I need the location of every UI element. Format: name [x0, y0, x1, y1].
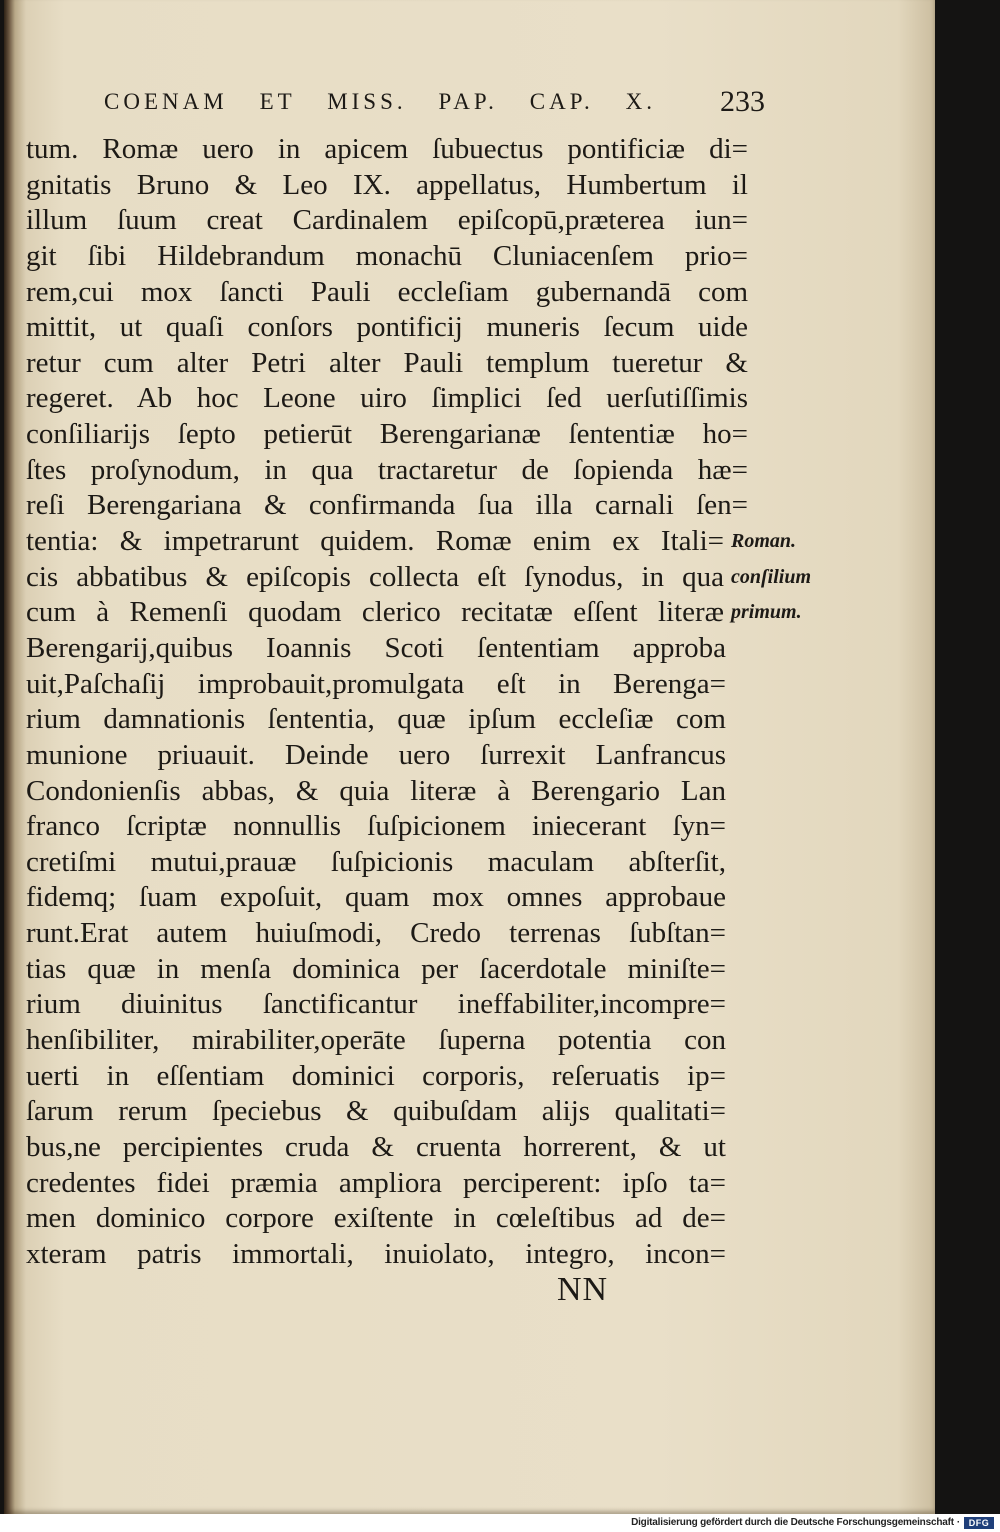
text-line: uit,Paſchaſij improbauit,promulgata eſt in Berenga=	[26, 667, 726, 700]
text-line: rium diuinitus ſanctificantur ineffabiliter,incompre=	[26, 988, 726, 1021]
text-line: Berengarij,quibus Ioannis Scoti ſententiam approba	[26, 631, 726, 664]
text-line: Condonienſis abbas, & quia literæ à Berengario Lan	[26, 774, 726, 807]
footer-separator: ·	[956, 1517, 960, 1528]
text-line: tentia: & impetrarunt quidem. Romæ enim ex Itali=	[26, 525, 724, 558]
text-line: henſibiliter, mirabiliter,operāte ſuperna potentia con	[26, 1024, 726, 1057]
text-line: rium damnationis ſententia, quæ ipſum eccleſiæ com	[26, 703, 726, 736]
page-number: 233	[720, 85, 765, 118]
text-line: ſarum rerum ſpeciebus & quibuſdam alijs qualitati=	[26, 1095, 726, 1128]
footer-credit: Digitalisierung gefördert durch die Deutsche Forschungsgemeinschaft	[631, 1517, 954, 1528]
text-line: illum ſuum creat Cardinalem epiſcopū,præterea iun=	[26, 204, 748, 237]
marginal-note: Roman.	[731, 530, 797, 552]
text-line: gnitatis Bruno & Leo IX. appellatus, Humbertum il	[26, 168, 748, 201]
text-line: tum. Romæ uero in apicem ſubuectus pontificiæ di=	[26, 133, 748, 165]
text-line: cretiſmi mutui,prauæ ſuſpicionis maculam abſterſit,	[26, 845, 726, 878]
text-line: runt.Erat autem huiuſmodi, Credo terrenas ſubſtan=	[26, 917, 726, 950]
text-line: bus,ne percipientes cruda & cruenta horrerent, & ut	[26, 1130, 726, 1163]
scanned-page	[4, 0, 935, 1514]
text-line: munione priuauit. Deinde uero ſurrexit Lanfrancus	[26, 738, 726, 771]
running-head-title: COENAM ET MISS. PAP. CAP. X.	[104, 89, 656, 114]
text-line: retur cum alter Petri alter Pauli templum tueretur &	[26, 346, 748, 379]
footer-credit-wrap	[631, 1517, 960, 1529]
text-line: cis abbatibus & epiſcopis collecta eſt ſynodus, in qua	[26, 560, 724, 593]
marginal-note: conſilium	[731, 566, 812, 588]
text-line: fidemq; ſuam expoſuit, quam mox omnes approbaue	[26, 881, 726, 914]
text-line: franco ſcriptæ nonnullis ſuſpicionem iniecerant ſyn=	[26, 810, 726, 843]
text-line: cum à Remenſi quodam clerico recitatæ eſſent literæ	[26, 596, 724, 629]
digitization-footer	[0, 1514, 1000, 1532]
text-line: rem,cui mox ſancti Pauli eccleſiam gubernandā com	[26, 275, 748, 308]
text-line: xteram patris immortali, inuiolato, integro, incon=	[26, 1237, 726, 1270]
catchword: NN	[557, 1271, 609, 1308]
text-line: git ſibi Hildebrandum monachū Cluniacenſem prio=	[26, 239, 748, 272]
marginal-note: primum.	[731, 601, 802, 623]
text-line: ſtes proſynodum, in qua tractaretur de ſopienda hæ=	[26, 453, 748, 486]
text-line: tias quæ in menſa dominica per ſacerdotale miniſte=	[26, 952, 726, 985]
text-line: conſiliarijs ſepto petierūt Berengarianæ ſententiæ ho=	[26, 418, 748, 451]
text-line: uerti in eſſentiam dominici corporis, reſeruatis ip=	[26, 1059, 726, 1092]
text-line: credentes fidei præmia ampliora perciperent: ipſo ta=	[26, 1166, 726, 1199]
body-text	[26, 132, 756, 1273]
text-line: regeret. Ab hoc Leone uiro ſimplici ſed uerſutiſſimis	[26, 382, 748, 415]
dfg-logo-icon: DFG	[964, 1517, 994, 1529]
text-line: mittit, ut quaſi conſors pontificij muneris ſecum uide	[26, 311, 748, 344]
text-line: reſi Berengariana & confirmanda ſua illa carnali ſen=	[26, 489, 748, 522]
text-line: men dominico corpore exiſtente in cœleſtibus ad de=	[26, 1202, 726, 1235]
